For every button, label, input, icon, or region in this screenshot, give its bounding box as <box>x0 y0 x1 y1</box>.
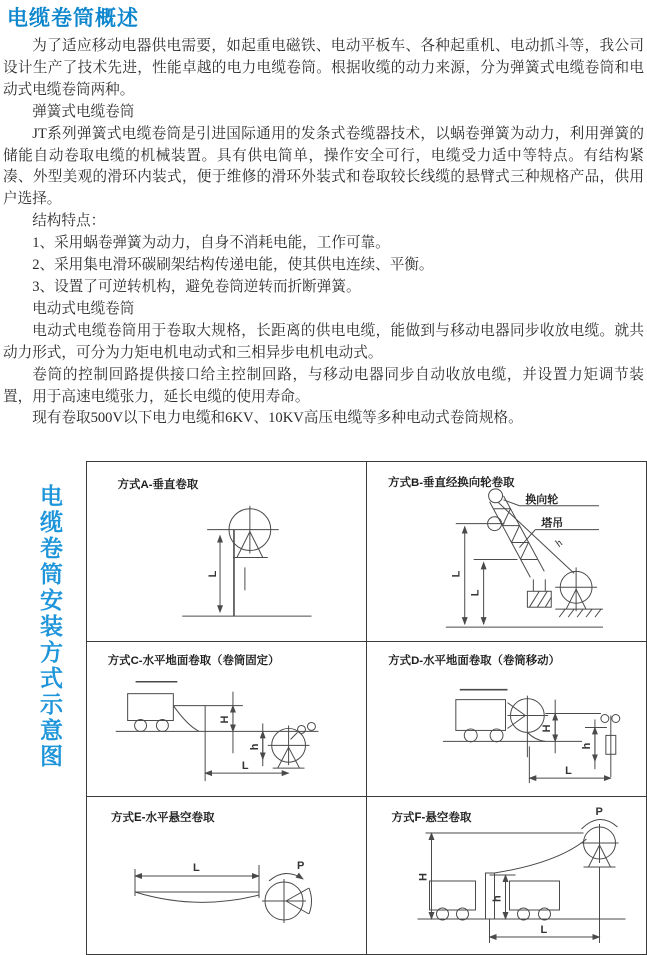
paragraph: 结构特点： <box>32 213 106 230</box>
panel-d-title: 方式D-水平地面卷取（卷筒移动） <box>388 655 561 668</box>
dim-L-label: L <box>241 760 249 773</box>
cable-reel-icon <box>268 723 316 769</box>
panel-method-b <box>367 462 646 642</box>
dim-h-label: h <box>580 742 593 750</box>
cart-icon <box>456 700 506 742</box>
cable-reel-icon <box>262 879 312 923</box>
dim-H-label: H <box>417 873 430 882</box>
cart-icon <box>430 881 476 920</box>
method-d-drawing <box>367 642 646 796</box>
method-e-drawing <box>87 797 366 954</box>
cart-icon <box>128 694 174 732</box>
panel-c-title: 方式C-水平地面卷取（卷筒固定） <box>107 655 280 668</box>
paragraph: 卷筒的控制回路提供接口给主控制回路，与移动电器同步自动收放电缆，并设置力矩调节装置，用于高速电缆张力，延长电缆的使用寿命。 <box>3 366 644 405</box>
paragraph: 弹簧式电缆卷筒 <box>32 103 135 120</box>
hoist-cable-line <box>499 503 575 574</box>
method-b-drawing <box>367 462 646 641</box>
paragraph: 为了适应移动电器供电需要，如起重电磁铁、电动平板车、各种起重机、电动抓斗等，我公司设计生产了技术先进，性能卓越的电力电缆卷筒。根据收缆的动力来源，分为弹簧式电缆卷筒和电动式电缆卷筒两种。 <box>3 38 644 98</box>
cable-reel-icon <box>555 568 597 612</box>
method-c-drawing <box>87 642 366 796</box>
paragraph: 1、采用蜗卷弹簧为动力，自身不消耗电能，工作可靠。 <box>32 235 390 252</box>
cable-curve <box>495 839 587 873</box>
dim-P-label: P <box>595 806 603 819</box>
suspended-cable <box>135 892 259 902</box>
paragraph: 3、设置了可逆转机构，避免卷筒逆转而折断弹簧。 <box>32 278 361 295</box>
diverter-wheel-icon <box>489 489 503 503</box>
tower-crane-truss <box>490 496 545 578</box>
panel-e-title: 方式E-水平悬空卷取 <box>111 812 215 825</box>
method-a-drawing <box>87 462 366 641</box>
cable-curve <box>527 733 545 742</box>
figure-grid <box>86 461 647 955</box>
cable-reel-icon <box>207 506 279 558</box>
page-title: 电缆卷筒概述 <box>7 7 139 30</box>
installation-figure <box>0 456 647 953</box>
dim-L-label: L <box>207 570 220 578</box>
panel-b-title: 方式B-垂直经换向轮卷取 <box>388 477 515 490</box>
cable-post <box>601 715 620 778</box>
ground-hatch <box>555 609 603 617</box>
pedestal-block <box>527 580 551 608</box>
method-f-drawing <box>367 797 646 954</box>
panel-method-e <box>87 797 367 954</box>
dim-L-label: L <box>565 765 572 778</box>
cart-icon <box>510 881 560 920</box>
panel-method-a <box>87 462 367 642</box>
dim-L-label: L <box>540 924 548 937</box>
dim-H-label: H <box>218 715 231 724</box>
cable-h-label: h <box>552 537 566 550</box>
cable-reel-icon <box>581 824 619 919</box>
panel-method-d <box>367 642 646 797</box>
paragraph: 2、采用集电滑环碳刷架结构传递电能，使其供电连续、平衡。 <box>32 257 434 274</box>
dim-L-outer-label: L <box>450 570 463 578</box>
panel-method-f <box>367 797 646 954</box>
cable-curve <box>173 706 199 732</box>
svg-text:换向轮: 换向轮 <box>525 494 559 507</box>
catalog-page <box>0 2 647 937</box>
dim-L-inner-label: L <box>469 589 482 597</box>
paragraph: JT系列弹簧式电缆卷筒是引进国际通用的发条式卷缆器技术，以蜗卷弹簧为动力，利用弹簧的储能自动卷取电缆的机械装置。具有供电简单，操作安全可行，电缆受力适中等特点。有结构紧凑、外型美观的滑环内装式，便于维修的滑环外装式和卷取较长线缆的悬臂式三种规格产品，供用户选择。 <box>3 125 644 208</box>
panel-method-c <box>87 642 367 797</box>
paragraph: 电动式电缆卷筒 <box>32 300 135 317</box>
panel-a-title: 方式A-垂直卷取 <box>117 479 199 492</box>
figure-side-label: 电缆卷筒安装方式示意图 <box>37 484 63 771</box>
dim-L-label: L <box>193 862 200 875</box>
dim-H-label: H <box>541 724 554 733</box>
overview-text <box>3 36 644 430</box>
label-diverter-wheel <box>504 492 599 506</box>
dim-P-label: P <box>297 860 305 873</box>
rotation-arc <box>269 874 303 882</box>
dim-h-label: h <box>491 895 504 903</box>
svg-text:塔吊: 塔吊 <box>541 517 564 530</box>
paragraph: 现有卷取500V以下电力电缆和6KV、10KV高压电缆等多种电动式卷筒规格。 <box>32 410 523 427</box>
paragraph: 电动式电缆卷筒用于卷取大规格，长距离的供电电缆，能做到与移动电器同步收放电缆。就共动力形式，可分为力矩电机电动式和三相异步电机电动式。 <box>3 322 644 361</box>
dim-h-label: h <box>248 743 261 751</box>
panel-f-title: 方式F-悬空卷取 <box>391 812 472 825</box>
